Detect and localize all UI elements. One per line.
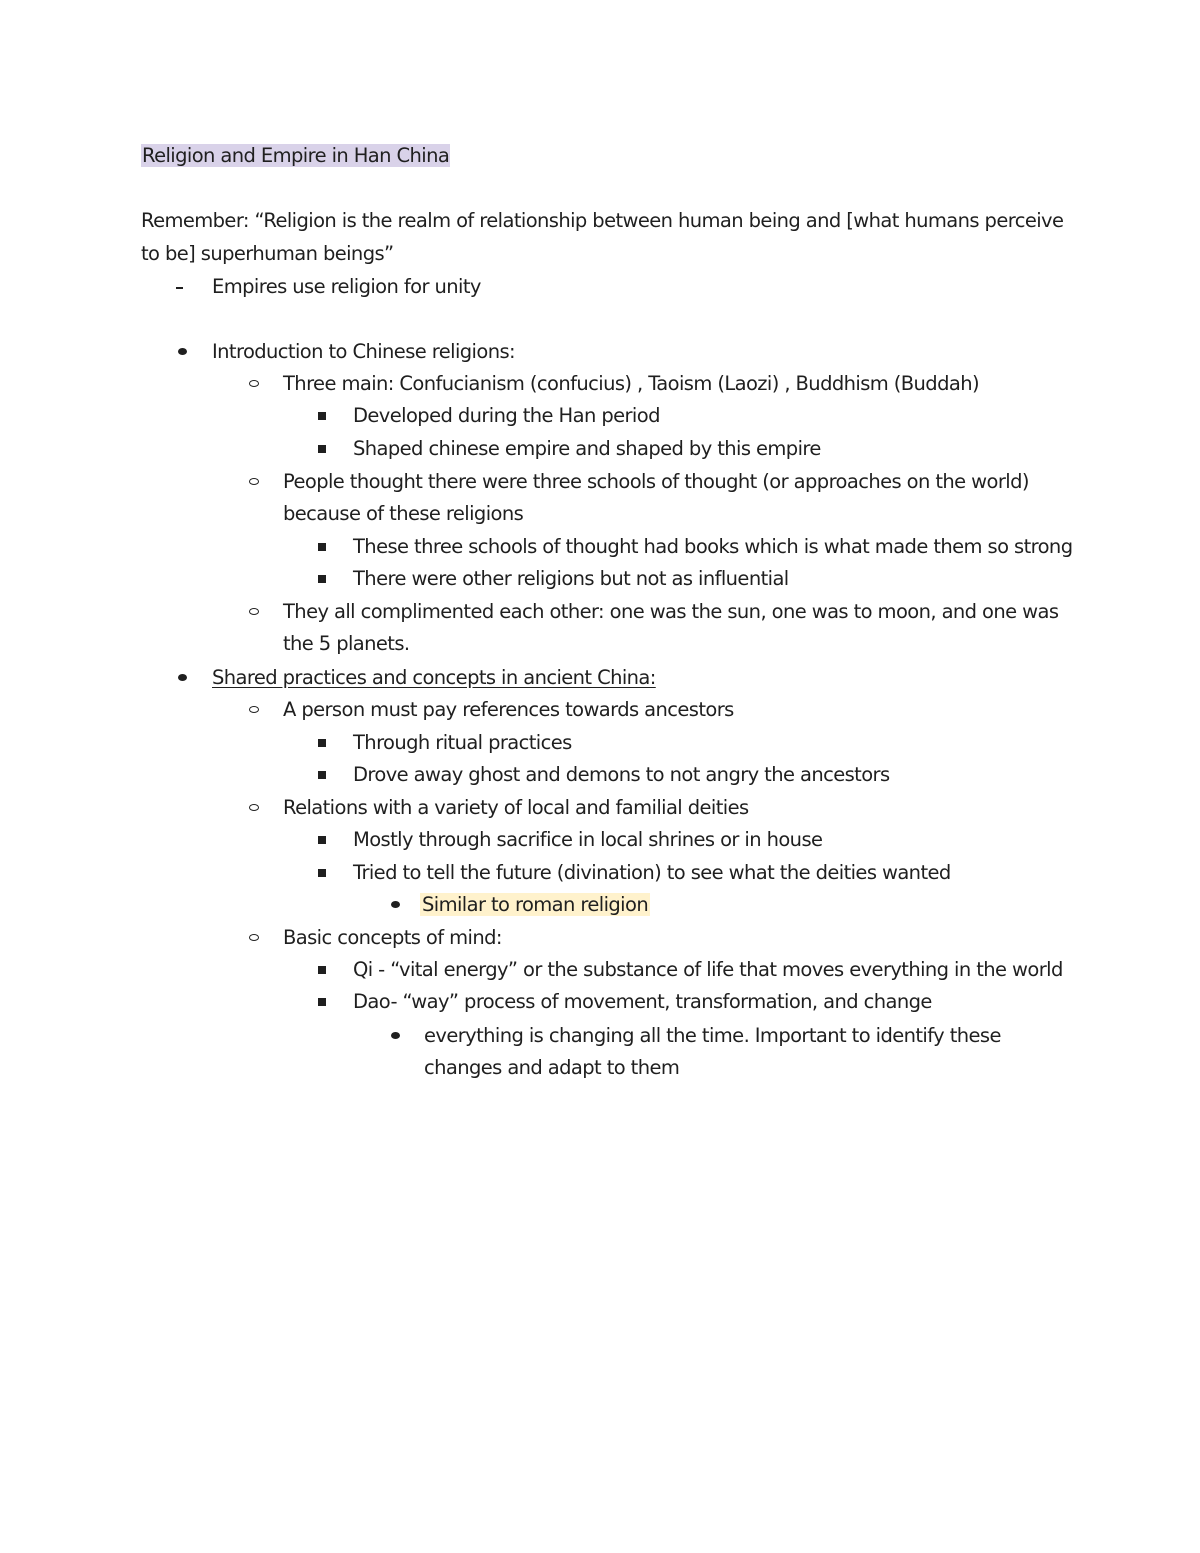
list-item: Dao- “way” process of movement, transformation, and change xyxy=(353,990,932,1013)
list-item: They all complimented each other: one was the sun, one was to moon, and one was xyxy=(283,600,1059,623)
filled-bullet-icon xyxy=(178,674,187,681)
list-item: Tried to tell the future (divination) to see what the deities wanted xyxy=(353,861,951,884)
remember-note: Empires use religion for unity xyxy=(212,275,481,298)
document-title xyxy=(141,142,450,170)
list-item xyxy=(420,891,650,919)
square-bullet-icon xyxy=(318,966,326,974)
list-item: Mostly through sacrifice in local shrines or in house xyxy=(353,828,823,851)
hollow-bullet-icon xyxy=(249,934,259,941)
list-item: There were other religions but not as influential xyxy=(353,567,789,590)
square-bullet-icon xyxy=(318,771,326,779)
hollow-bullet-icon xyxy=(249,380,259,387)
filled-bullet-icon xyxy=(391,1032,400,1039)
list-item: Three main: Confucianism (confucius) , Taoism (Laozi) , Buddhism (Buddah) xyxy=(283,372,979,395)
square-bullet-icon xyxy=(318,575,326,583)
list-item-continuation: because of these religions xyxy=(283,502,524,525)
filled-bullet-icon xyxy=(178,348,187,355)
square-bullet-icon xyxy=(318,412,326,420)
square-bullet-icon xyxy=(318,836,326,844)
remember-line-1: Remember: “Religion is the realm of relationship between human being and [what humans perceive xyxy=(141,209,1064,232)
list-item: People thought there were three schools of thought (or approaches on the world) xyxy=(283,470,1029,493)
list-item: Shaped chinese empire and shaped by this empire xyxy=(353,437,821,460)
hollow-bullet-icon xyxy=(249,478,259,485)
list-item-continuation: changes and adapt to them xyxy=(424,1056,680,1079)
filled-bullet-icon xyxy=(391,901,400,908)
list-item: everything is changing all the time. Important to identify these xyxy=(424,1024,1001,1047)
dash-bullet-icon xyxy=(176,287,183,289)
list-item-continuation: the 5 planets. xyxy=(283,632,410,655)
highlighted-text: Similar to roman religion xyxy=(422,893,649,916)
remember-line-2: to be] superhuman beings” xyxy=(141,242,394,265)
list-item: These three schools of thought had books which is what made them so strong xyxy=(353,535,1073,558)
square-bullet-icon xyxy=(318,869,326,877)
section-heading: Introduction to Chinese religions: xyxy=(212,340,515,363)
hollow-bullet-icon xyxy=(249,804,259,811)
list-item: Through ritual practices xyxy=(353,731,572,754)
square-bullet-icon xyxy=(318,543,326,551)
hollow-bullet-icon xyxy=(249,608,259,615)
list-item: Qi - “vital energy” or the substance of life that moves everything in the world xyxy=(353,958,1063,981)
list-item: Drove away ghost and demons to not angry the ancestors xyxy=(353,763,890,786)
section-heading: Shared practices and concepts in ancient China: xyxy=(212,666,656,689)
list-item: Basic concepts of mind: xyxy=(283,926,502,949)
list-item: Relations with a variety of local and familial deities xyxy=(283,796,749,819)
hollow-bullet-icon xyxy=(249,706,259,713)
list-item: Developed during the Han period xyxy=(353,404,660,427)
square-bullet-icon xyxy=(318,445,326,453)
square-bullet-icon xyxy=(318,998,326,1006)
list-item: A person must pay references towards ancestors xyxy=(283,698,734,721)
title-text: Religion and Empire in Han China xyxy=(142,144,450,167)
square-bullet-icon xyxy=(318,739,326,747)
